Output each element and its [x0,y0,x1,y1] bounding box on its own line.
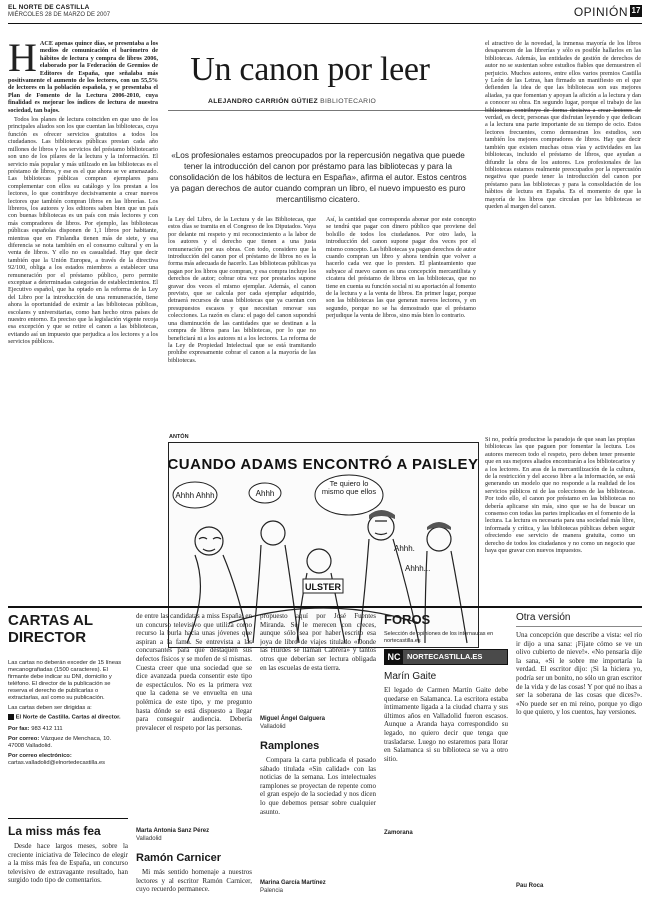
page-number: 17 [631,6,641,15]
letter3-text: Compara la carta publicada el pasado sábado titulada «Sin calidad» con las noticias de la semana. Los intelectuales ramplones se proyectan de repente como el gran espejo de la sociedad y nos dicen lo que debemos pensar sobre cualquier asunto. [260,756,376,816]
bottom-rule [8,606,642,608]
article-lead: ACE apenas quince días, se presentaba a los medios de comunicación el barómetro de hábitos de lectura y compra de libros 2006, elaborado por la Federación de Gremios de Editores de España, que señalaba más positivamente el aumento de los lectores, con un 55,5% de lectores en la población española, y se presentaba el Plan de Fomento de la Lectura 2006-2010, cuya finalidad es mejorar los índices de lectura de nuestra sociedad, tan bajos. [8,40,158,114]
letter-icon [8,714,14,720]
headline: Un canon por leer [190,51,430,88]
article-column-4 [485,40,641,432]
mail-label: Por correo: [8,735,40,742]
forum-post-title: Marín Gaite [384,671,437,682]
article-paragraph: el atractivo de la novedad, la inmensa mayoría de los libros desaparecen de las librerías y sólo es posible hallarlos en las bibliotecas. Además, las entidades de gestión de derechos de autor no se sustentan sobre estudios fiables que demuestren el perjuicio. Muchos autores, entre ellos varios premios Castilla y León de las Letras, han firmado un manifiesto en el que defienden la idea de que las bibliotecas son sus mejores aliadas, ya que fomentan y apoyan la afición a la lectura y dan a conocer su obra. En segundo lugar, porque el trabajo de las bibliotecas contribuye de forma decisiva a crear lectores de verdad, es decir, personas que disfrutan leyendo y que dedican a la lectura una parte importante de su tiempo de ocio. Estos lectores frecuentes, como demuestran los estudios, son también los mejores compradores de libros. Hay que decir también que existen muchas otras vías y actividades en las bibliotecas, incluido el préstamo de libros, que ayudan a difundir la obra de los autores. Los profesionales de las bibliotecas estamos realmente preocupados por la repercusión negativa que puede tener la introducción del canon por préstamo para las bibliotecas y para la consolidación de los hábitos de lectura en España. Es el momento de que la mayoría de los libros que circulan por las bibliotecas se queden al margen del canon. [485,40,641,210]
cartas-column-c [260,612,376,708]
article-paragraph: la Ley del Libro, de la Lectura y de las Bibliotecas, que estos días se tramita en el Congreso de los Diputados. Vaya por delante mi respeto y mi reconocimiento a la labor de los autores y el derecho que tienen a una justa remuneración por sus obras. Con todo, considero que la introducción del canon por el préstamo de libros no es la forma más adecuada de hacerlo. Las bibliotecas públicas ya pagan por los libros que compran, y esa compra incluye los derechos de autor; cobrar otra vez por prestarlos supone gravar dos veces el mismo ejemplar. Además, el canon previsto, que se calcula por cada ejemplar adquirido, detraerá recursos de unas bibliotecas que ya cuentan con presupuestos escasos y que necesitan renovar sus colecciones. La razón es clara: el pago del canon supondrá una disminución de las cantidades que se destinan a la compra de libros para las bibliotecas, por lo que no beneficiará ni a los autores ni a los lectores. La reforma de la Ley de Propiedad Intelectual que se está tramitando prohíbe expresamente cobrar el canon a la mayoría de las bibliotecas. [168,216,316,364]
newspaper-name: EL NORTE DE CASTILLA [8,4,90,11]
cartoon-shading [369,510,451,530]
foros-site-banner[interactable] [384,649,508,665]
drop-cap: H [8,40,37,80]
foros-title: FOROS [384,612,431,627]
otra-version-title: Otra versión [516,612,571,623]
fax-number: 983 412 111 [31,725,63,732]
cartoon-caption: CUANDO ADAMS ENCONTRÓ A PAISLEY [169,456,478,473]
foros-box [384,612,508,836]
foros-info: Selección de opiniones de los internautas en nortecastilla.es [384,631,494,644]
header-rule [8,23,642,24]
issue-date: MIÉRCOLES 28 DE MARZO DE 2007 [8,12,111,18]
letter1-title: La miss más fea [8,824,101,838]
cartas-email [8,753,128,767]
masthead [8,4,642,22]
letter2-text: Mi más sentido homenaje a nuestros lectores y al escritor Ramón Carnicer, cuyo recuerdo permanece. [136,868,252,894]
cartas-divider [8,818,128,819]
article-column-2 [168,216,316,430]
email-address[interactable]: cartas.valladolid@elnortedecastilla.es [8,759,106,766]
letter-place: Palencia [260,888,284,894]
site-badge: NC [385,650,403,664]
letter1-body [8,842,128,896]
speech-bubble-4: Ahhh. [394,544,415,553]
cartas-send [8,714,128,722]
letter-place: Valladolid [136,836,162,842]
otra-version-box [516,612,642,889]
article-column-1 [8,40,158,604]
article-column-5 [485,436,635,602]
speech-bubble-5: Ahhh... [405,564,431,573]
forum-post-signature: Zamorana [384,830,413,836]
letter1-text: Desde hace largos meses, sobre la creciente iniciativa de Telecinco de elegir a la miss más fea de España, un concurso televisivo de extravagante resultado, han surgido todo tipo de comentarios. [8,842,128,885]
cartas-mail [8,736,128,750]
cartas-info: Las cartas no deberán exceder de 15 líneas mecanografiadas (1500 caracteres). El firmante debe indicar su DNI, domicilio y teléfono. El director de la publicación se reserva el derecho de publicarlas o extractarlas, así como su publicación. [8,660,122,701]
cartas-send-label: Las cartas deben ser dirigidas a: [8,705,92,711]
cartas-send-name: El Norte de Castilla. Cartas al director. [15,714,121,721]
letter-place: Valladolid [260,724,286,730]
site-name: NORTECASTILLA.ES [403,650,507,664]
article-column-3 [326,216,476,430]
otra-version-text: Una concepción que describe a vista: «el río ir dijo a una sana: ¡Fíjate cómo se ve un olivo cubierto de nieve!». «No pensaría dije la sana, «Si le sobre me importaría la verdad. El escritor dijo: ¡Si la hiciera yo, podría ser un bonito, no sólo un gran escritor de la vida y de las cosas! Y por qué no ibas a ser la soberana de las cosas que dices?». «No puede ser en mi reino, porque yo digo lo que quiero, y los cuentos, hay versiones. [516,631,642,717]
forum-post-text: El legado de Carmen Martín Gaite debe quedarse en Salamanca. La escritora estaba íntimamente ligada a la ciudad charra y sus últimos años en Valladolid fueron escasos. Aunque a Aranda haya correspondido su legado, no quiero decir que tenga que trasladarse. Luego no estaremos para llorar en Salamanca si su biblioteca se va a otro sitio. [384,686,508,763]
cartas-title: CARTAS AL DIRECTOR [8,612,93,646]
article-paragraph: Así, la cantidad que corresponda abonar por este concepto se tendrá que pagar con dinero público que proviene del bolsillo de todos los ciudadanos. Por otro lado, la introducción del canon supone pagar dos veces por el mismo concepto. Las bibliotecas ya pagan derechos de autor cuando compran un libro y ahora tendrán que volver a hacerlo cada vez que lo presten. El planteamiento que subyace al nuevo canon es una concepción mercantilista y cicatera del préstamo de libros en las bibliotecas, que no tiene en cuenta su función social ni su aportación al fomento de la lectura y a la venta de libros. En primer lugar, porque son las bibliotecas las que generan nuevos lectores, y en segundo, porque no se ha demostrado que el préstamo perjudique la venta de libros, sino más bien lo contrario. [326,216,476,320]
article-deck: «Los profesionales estamos preocupados por la repercusión negativa que puede tener la introducción del canon por préstamo para las bibliotecas y para la consolidación de los hábitos de lectura en España», afirma el autor. Estos centros ya pagan derechos de autor cuando compran un libro, el nuevo impuesto es puro mercantilismo cicatero. [169,151,467,204]
letter3-body [260,756,376,878]
letter-signature: Marina García Martínez [260,880,326,886]
letter-signature: Miguel Ángel Galguera [260,716,326,722]
author-role: BIBLIOTECARIO [320,98,377,105]
cartoon-credit: ANTÓN [169,434,189,440]
otra-version-body [516,631,642,881]
article-paragraph: Todos los planes de lectura coinciden en que uno de los principales aliados son los que cuentan las bibliotecas, cuya función es ofrecer servicios gratuitos a todos los ciudadanos. Las bibliotecas públicas prestan cada año millones de libros y los servicios del préstamo bibliotecario son uno de los pilares de la lectura y la información. El servicio más popular y más utilizado en las bibliotecas es el préstamo de libros, y ese es el que ahora se ve amenazado. Las bibliotecas públicas compran ejemplares para complementar con ellos su catálogo y los prestan a los lectores, lo que contribuye decisivamente a crear nuevos lectores que también compran libros en las librerías. Los libreros, los autores y los editores saben bien que un país con buenas bibliotecas es un país con más lectores y con más compradores de libros. Por ejemplo, las bibliotecas públicas españolas disponen de 1,1 libros por habitante, mientras que en Finlandia tienen más de siete, y esa diferencia se nota también en el consumo cultural y en la venta de libros. Y ello no es casualidad. Hay que decir también que la Unión Europea, a través de la directiva 92/100, obliga a los estados miembros a establecer una remuneración por el préstamo público, pero permite exceptuar a determinadas categorías de establecimientos. El Ejecutivo español, que ha optado en la reforma de la Ley del Libro por la introducción de una remuneración, tiene ahora la oportunidad de eximir a las bibliotecas públicas, escolares y universitarias, como han hecho otros países de nuestro entorno. Es preciso que la legislación vigente recoja esa excepción y que se retire el canon a las bibliotecas, evitando así un impuesto que perjudica a los lectores y a los servicios públicos. [8,116,158,346]
letter-signature: Marta Antonia Sanz Pérez [136,828,210,834]
letter2-title: Ramón Carnicer [136,852,221,864]
article-paragraph: Si no, podría producirse la paradoja de que sean las propias bibliotecas las que paguen por fomentar la lectura. Los autores merecen todo el respeto, pero deben tener presente que en sus mejores aliados encontrarán a los bibliotecarios y a los lectores. En aras de la mercantilización de la cultura, de la restricción y del acceso libre a la información, se está generando un modelo que no responde a la realidad de los servicios públicos ni de las colecciones de las bibliotecas. Por todo ello, el canon por préstamo en las bibliotecas no debería aplicarse sin más, sino que se ha de buscar un consenso con todas las partes implicadas en el fomento de la lectura. La lectura es necesaria para una sociedad más libre, informada y crítica, y las bibliotecas públicas deben seguir ofreciendo ese servicio de manera gratuita, como un derecho de todos los ciudadanos y no como un negocio que haya que gravar con nuevos impuestos. [485,436,635,555]
cartas-column-b [136,612,252,836]
email-label: Por correo electrónico: [8,752,72,759]
forum-post-body [384,686,508,828]
section-label: OPINIÓN [573,5,628,19]
cartas-box [8,612,128,767]
otra-version-rule [516,626,642,627]
letter-text: de entre las candidatas a miss España, en un concurso televisivo que utiliza como recurso la burla hacia unas jóvenes que aspiran a la fama. Se entrevista a las concursantes para que destaquen sus defectos físicos y se mofen de sí mismas. Cuesta creer que una sociedad que se dice avanzada pueda consentir este tipo de espectáculos. No es la primera vez que la cadena se ve envuelta en una polémica de este tipo, y me pregunto hasta dónde se está dispuesto a llegar para conseguir audiencia. Debería prevalecer el respeto por las personas. [136,612,252,732]
speech-bubble-1: Ahhh Ahhh [175,491,215,500]
cartoon-sign: ULSTER [305,582,341,592]
fax-label: Por fax: [8,725,30,732]
letter-text: propuesto aquí por José Fuentes Miranda. Se le merecen con creces, aunque sólo sea por haber escrito esa joya de libro de viajes titulado «Donde las Hurdes se llaman Cabrera» y tantos otros que deberían ser lectura obligada en las escuelas de esta tierra. [260,612,376,672]
letter2-body [136,868,252,898]
author-name: ALEJANDRO CARRIÓN GÚTIEZ [208,98,318,105]
otra-version-signature: Pau Roca [516,883,544,889]
cartas-fax [8,726,128,733]
letter3-title: Ramplones [260,740,320,752]
byline [208,98,376,105]
speech-bubble-3: Te quiero lo mismo que ellos [321,480,377,496]
speech-bubble-2: Ahhh [255,489,275,498]
mail-address: Vázquez de Menchaca, 10. 47008 Valladolid. [8,735,112,749]
